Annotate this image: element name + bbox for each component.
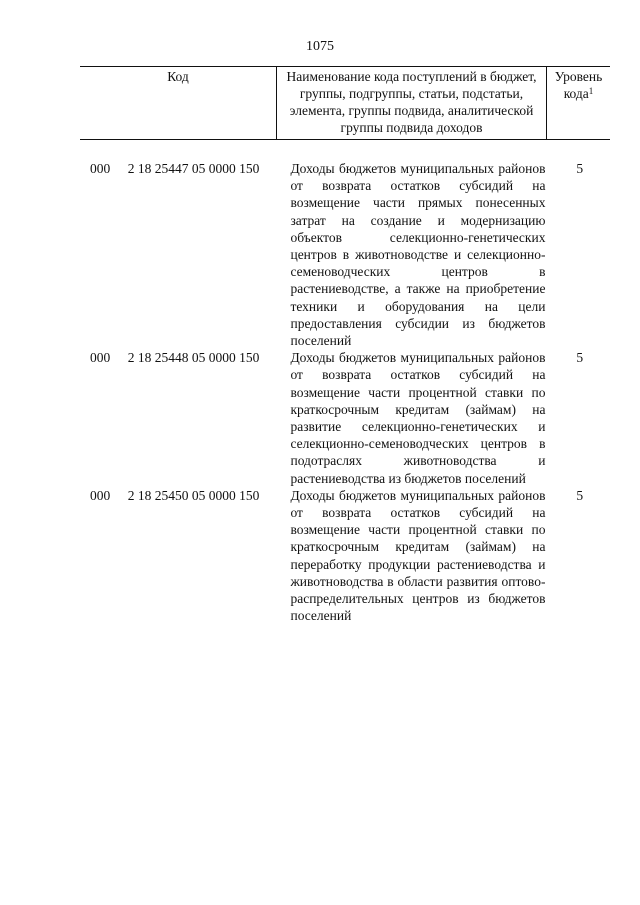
row-code: 2 18 25447 05 0000 150	[127, 161, 260, 176]
table-header	[80, 66, 610, 140]
row-admin-code: 000	[90, 350, 111, 366]
header-level-label: Уровень кода	[554, 69, 603, 101]
table-body	[80, 160, 610, 624]
row-name: Доходы бюджетов муниципальных районов от возврата остатков субсидий на возмещение части прямых понесенных затрат на создание и модернизацию объектов селекционно-генетических центров в животноводстве и селекционно-семеноводческих центров в растениеводстве, а также на приобретение техники и оборудования на цели предоставления субсидии из бюджетов поселений	[290, 161, 546, 349]
header-name: Наименование кода поступлений в бюджет, группы, подгруппы, статьи, подстатьи, элемента, группы подвида, аналитической группы подвида доходов	[277, 67, 547, 139]
header-code: Код	[80, 67, 277, 139]
header-level-footnote: 1	[588, 86, 594, 96]
row-admin-code: 000	[90, 487, 111, 503]
table-row	[80, 160, 610, 349]
row-name: Доходы бюджетов муниципальных районов от возврата остатков субсидий на возмещение части процентной ставки по краткосрочным кредитам (займам) на переработку продукции растениеводства и животноводства в области развития оптово-распределительных центров из бюджетов поселений	[290, 487, 546, 624]
row-admin-code: 000	[90, 161, 111, 176]
row-level: 5	[576, 487, 584, 503]
header-level	[547, 67, 610, 139]
table-row	[80, 349, 610, 487]
row-code: 2 18 25450 05 0000 150	[127, 487, 260, 503]
table-row	[80, 487, 610, 625]
row-level: 5	[576, 350, 584, 366]
row-level: 5	[576, 161, 584, 176]
row-name: Доходы бюджетов муниципальных районов от возврата остатков субсидий на возмещение части процентной ставки по краткосрочным кредитам (займам) на развитие селекционно-генетических и селекционно-семеноводческих центров в подотраслях животноводства и растениеводства из бюджетов поселений	[290, 350, 546, 486]
row-code: 2 18 25448 05 0000 150	[127, 350, 260, 366]
page-number: 1075	[306, 39, 334, 54]
